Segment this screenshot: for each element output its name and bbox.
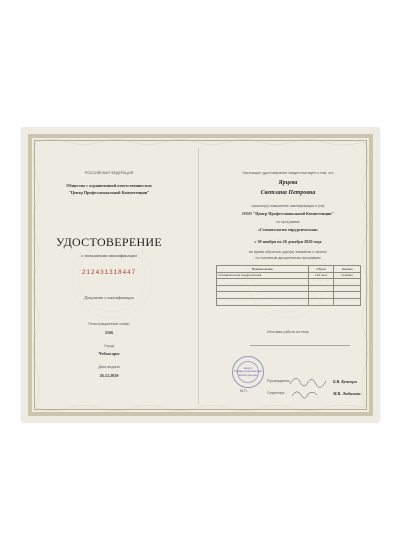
secretary-signature — [292, 392, 317, 399]
issue-date-label: Дата выдачи — [98, 365, 120, 369]
table-row — [217, 279, 361, 286]
course-grade — [334, 298, 361, 305]
final-work-line — [250, 345, 350, 346]
course-name — [217, 298, 309, 305]
organization-seal — [232, 356, 264, 388]
header-grade: Оценка — [334, 266, 361, 273]
table-row — [217, 298, 361, 305]
director-signature — [290, 378, 326, 387]
table-row — [217, 292, 361, 299]
course-hours — [308, 285, 334, 292]
course-name — [217, 285, 309, 292]
center-fold — [198, 148, 199, 404]
exam-line-2: по основным дисциплинам программы — [255, 256, 321, 260]
holder-surname: Ярцева — [278, 180, 298, 186]
holder-name: Светлана Петровна — [260, 190, 316, 196]
table-header-row — [217, 266, 361, 273]
reg-number-value: 2166 — [104, 330, 114, 335]
course-name — [217, 279, 309, 286]
table-row — [217, 285, 361, 292]
table-row — [217, 272, 361, 279]
course-hours — [308, 292, 334, 299]
org-line-1: Общество с ограниченной ответственностью — [66, 183, 152, 188]
course-grade: отлично — [334, 272, 361, 279]
final-work-label: Итоговая работа на тему — [267, 330, 309, 334]
course-hours: 144 часа — [308, 272, 334, 279]
intro-text: Настоящее удостоверение свидетельствует о том, что — [242, 171, 334, 175]
org-line-2: "Центр Профессиональной Компетенции" — [68, 190, 150, 195]
city-value: Чебоксары — [98, 351, 120, 356]
secretary-name: М.В. Любимова — [333, 391, 361, 396]
header-name: Наименование — [217, 266, 309, 273]
course-name: Стоматология хирургическая — [217, 272, 309, 279]
director-label: Руководитель — [267, 379, 291, 383]
training-period: с 30 ноября по 26 декабря 2020 года — [254, 239, 322, 244]
signatures — [288, 370, 338, 400]
course-hours — [308, 298, 334, 305]
document-title: УДОСТОВЕРЕНИЕ — [55, 235, 163, 249]
course-hours — [308, 279, 334, 286]
reg-number-label: Регистрационный номер — [88, 322, 130, 326]
course-grade — [334, 292, 361, 299]
mp-label: М.П. — [240, 389, 248, 393]
training-org: ООО "Центр Профессиональной Компетенции" — [242, 211, 334, 216]
city-label: Город — [104, 344, 114, 348]
course-grade — [334, 285, 361, 292]
course-grade — [334, 279, 361, 286]
exam-line-1: во время обучения сдал(а) экзамены и зачеты — [249, 250, 327, 254]
course-name — [217, 292, 309, 299]
document-subtitle: о повышении квалификации — [81, 253, 137, 258]
program-label: по программе — [276, 220, 300, 224]
disciplines-table — [216, 265, 361, 306]
header-volume: Объем — [308, 266, 334, 273]
issue-date-value: 26.12.2020 — [99, 373, 119, 378]
serial-number: 212431318447 — [81, 269, 137, 276]
program-name: «Стоматология хирургическая» — [257, 227, 319, 232]
director-name: Б.В. Кузнецов — [333, 379, 358, 384]
secretary-label: Секретарь — [267, 391, 285, 395]
passed-line: прошел(а) повышение квалификации в (на) — [251, 204, 325, 208]
seal-text: Центр Профессиональной Компетенции — [234, 366, 262, 377]
country-label: РОССИЙСКАЯ ФЕДЕРАЦИЯ — [84, 171, 134, 175]
document-type: Документ о квалификации — [84, 295, 134, 300]
